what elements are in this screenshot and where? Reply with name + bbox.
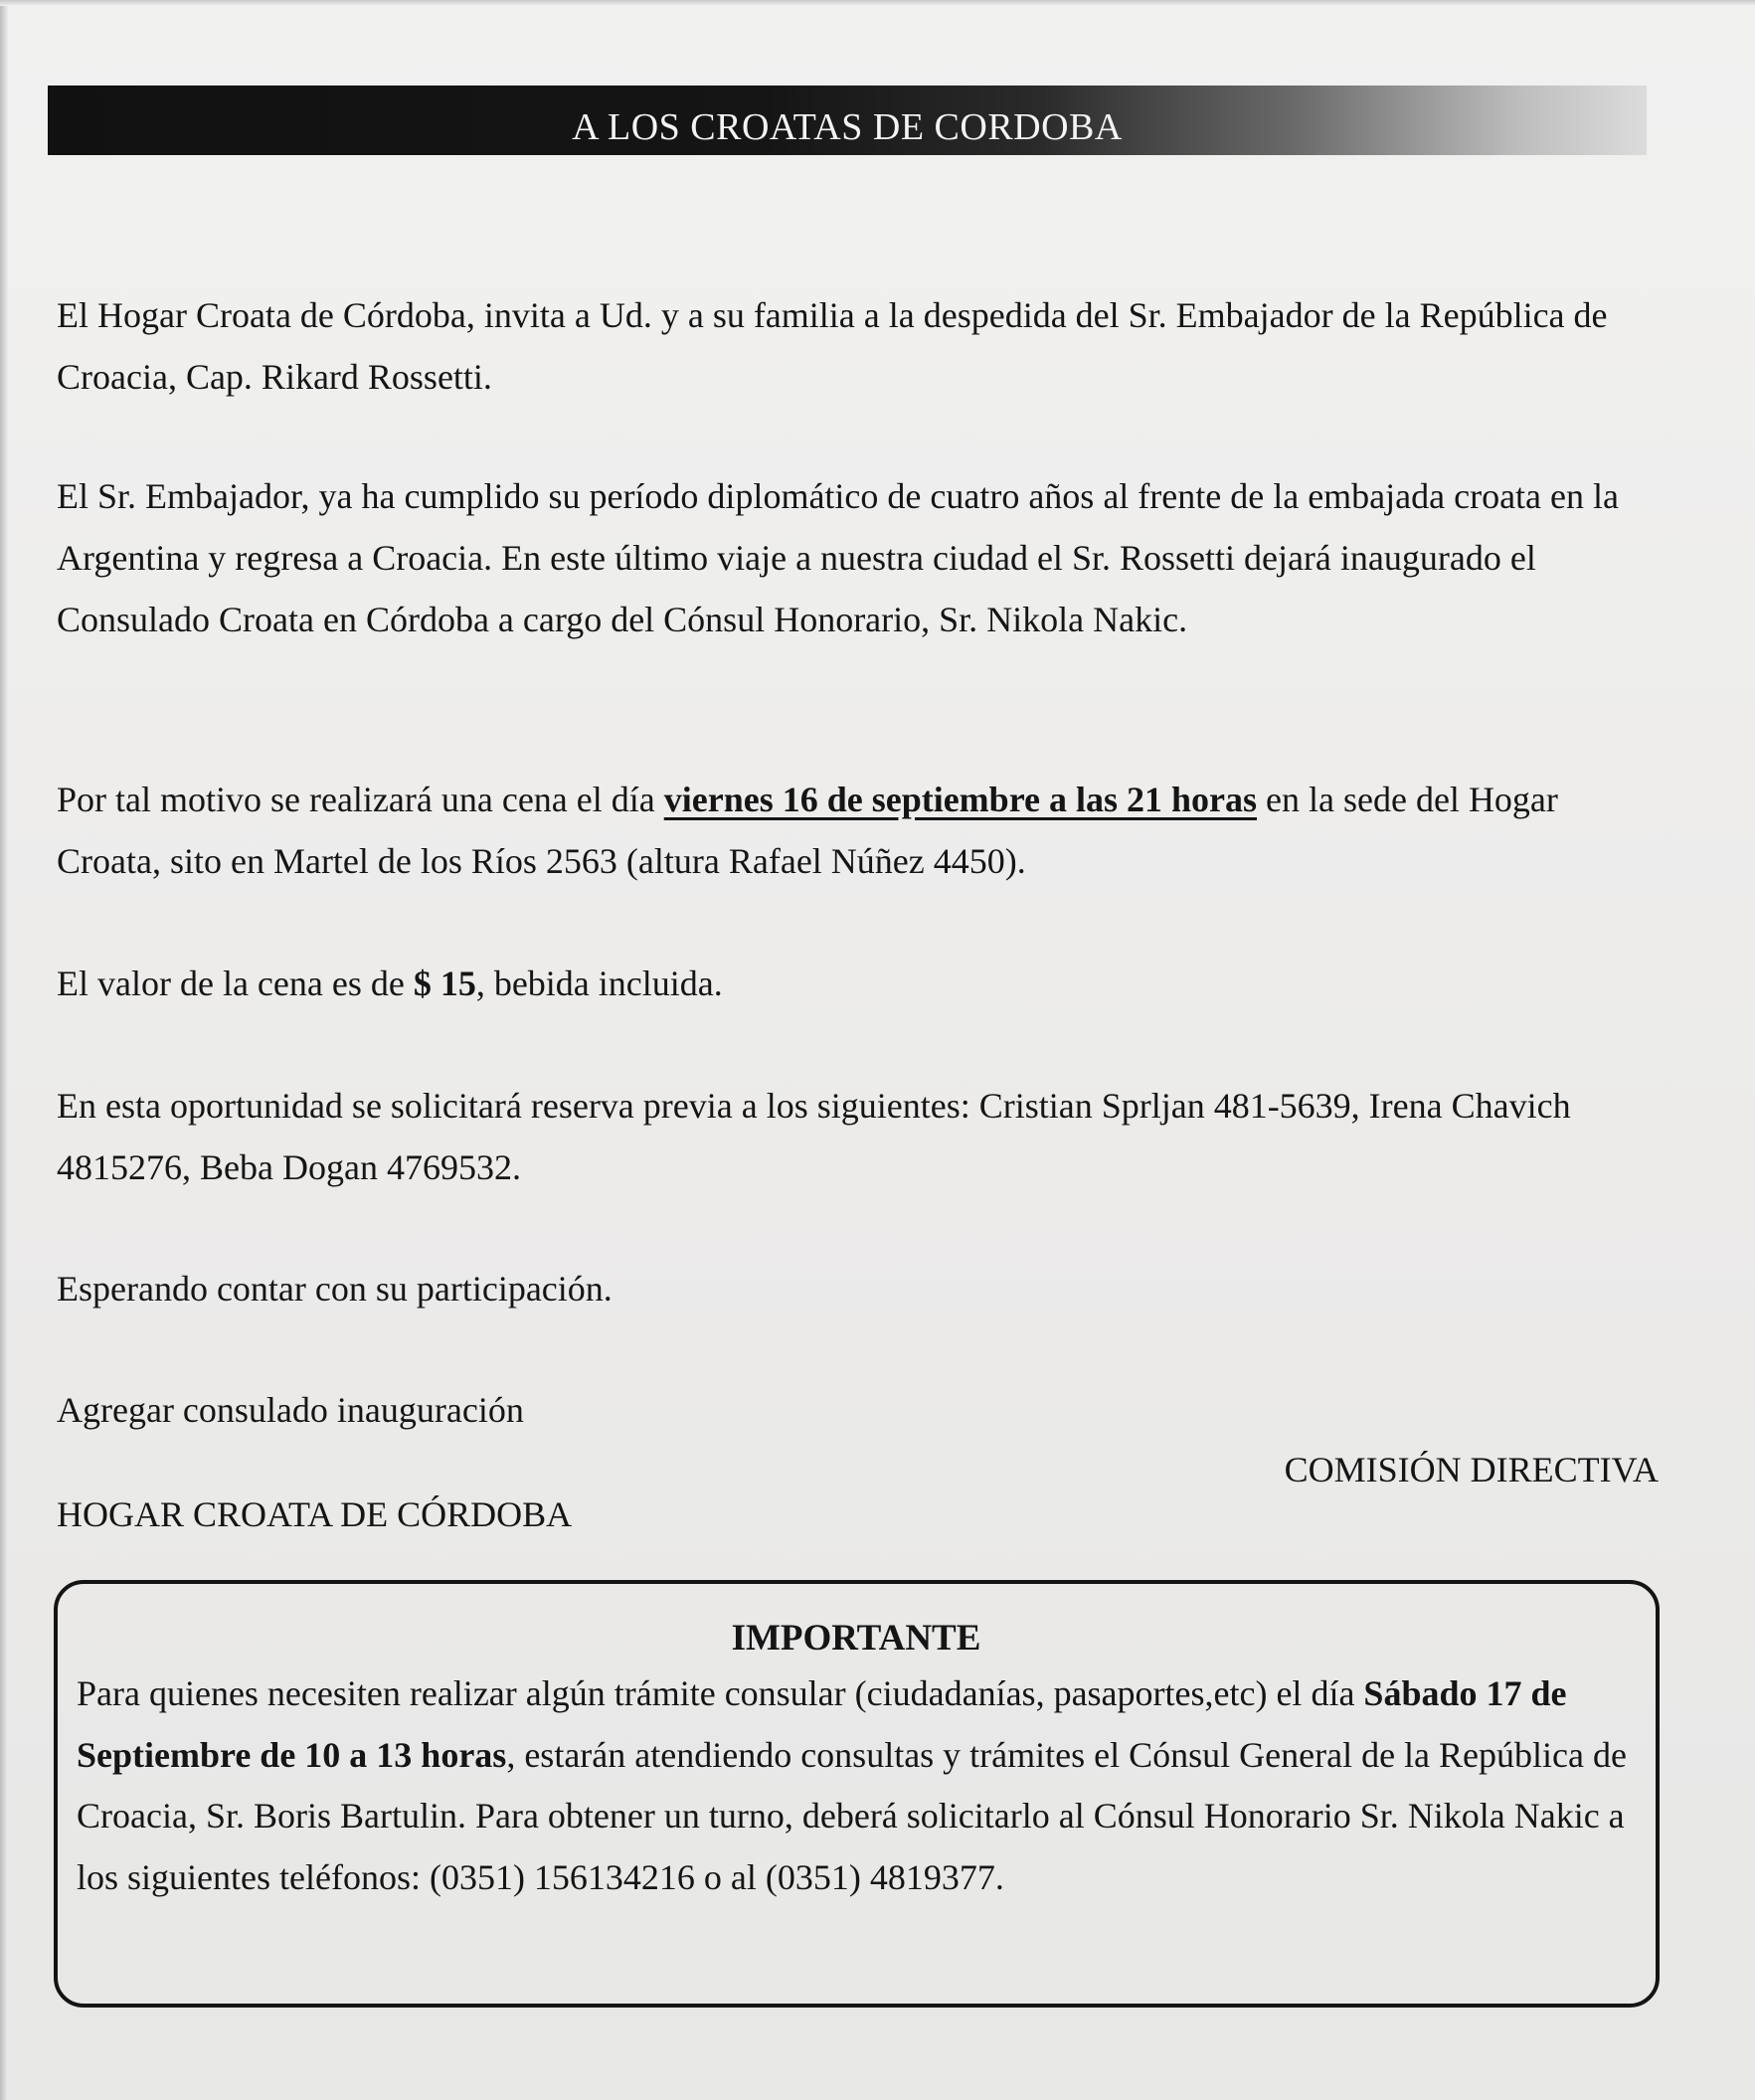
- important-rest-text: , estarán atendiendo consultas y trámites el Cónsul General de la República de Croacia, Sr. Boris Bartulin. Para obtener un turno, deberá solicitarlo al Cónsul Honorario Sr. Nikola Nakic a los siguientes teléfonos: (0351) 156134216 o al (0351) 4819377.: [77, 1734, 1627, 1897]
- price-value: $ 15: [413, 963, 476, 1003]
- signature-commission: COMISIÓN DIRECTIVA: [1284, 1450, 1659, 1489]
- important-title: IMPORTANTE: [731, 1618, 981, 1659]
- reservations-paragraph: En esta oportunidad se solicitará reserva previa a los siguientes: Cristian Sprljan 481-5639, Irena Chavich 4815276, Beba Dogan 4769532.: [57, 1086, 1571, 1187]
- dinner-date: viernes 16 de septiembre a las 21 horas: [663, 780, 1258, 819]
- page-title: A LOS CROATAS DE CORDOBA: [572, 106, 1123, 148]
- dinner-location-text: en la sede del Hogar Croata, sito en Martel de los Ríos 2563 (altura Rafael Núñez 4450).: [57, 780, 1558, 881]
- invitation-paragraph: El Hogar Croata de Córdoba, invita a Ud. y a su familia a la despedida del Sr. Embajador de la República de Croacia, Cap. Rikard Rossetti.: [57, 295, 1608, 397]
- price-paragraph: [57, 953, 1658, 1014]
- important-notice-box: [54, 1580, 1660, 2008]
- page-left-edge-shadow: [0, 0, 8, 2100]
- dinner-paragraph: [57, 769, 1658, 892]
- page-top-edge-shadow: [0, 0, 1755, 6]
- price-intro-text: El valor de la cena es de: [57, 963, 414, 1003]
- price-rest-text: , bebida incluida.: [475, 963, 723, 1003]
- important-date: Sábado 17 de Septiembre de 10 a 13 horas: [77, 1673, 1567, 1775]
- dinner-intro-text: Por tal motivo se realizará una cena el día: [57, 780, 664, 819]
- closing-paragraph: Esperando contar con su participación.: [57, 1269, 613, 1309]
- header-banner: [48, 86, 1647, 155]
- important-text: [77, 1663, 1636, 1908]
- important-intro-text: Para quienes necesiten realizar algún trámite consular (ciudadanías, pasaportes,etc) el día: [77, 1673, 1364, 1713]
- ambassador-paragraph: El Sr. Embajador, ya ha cumplido su período diplomático de cuatro años al frente de la embajada croata en la Argentina y regresa a Croacia. En este último viaje a nuestra ciudad el Sr. Rossetti dejará inaugurado el Consulado Croata en Córdoba a cargo del Cónsul Honorario, Sr. Nikola Nakic.: [57, 476, 1619, 639]
- signature-organization: HOGAR CROATA DE CÓRDOBA: [57, 1494, 573, 1534]
- note-paragraph: Agregar consulado inauguración: [57, 1390, 524, 1430]
